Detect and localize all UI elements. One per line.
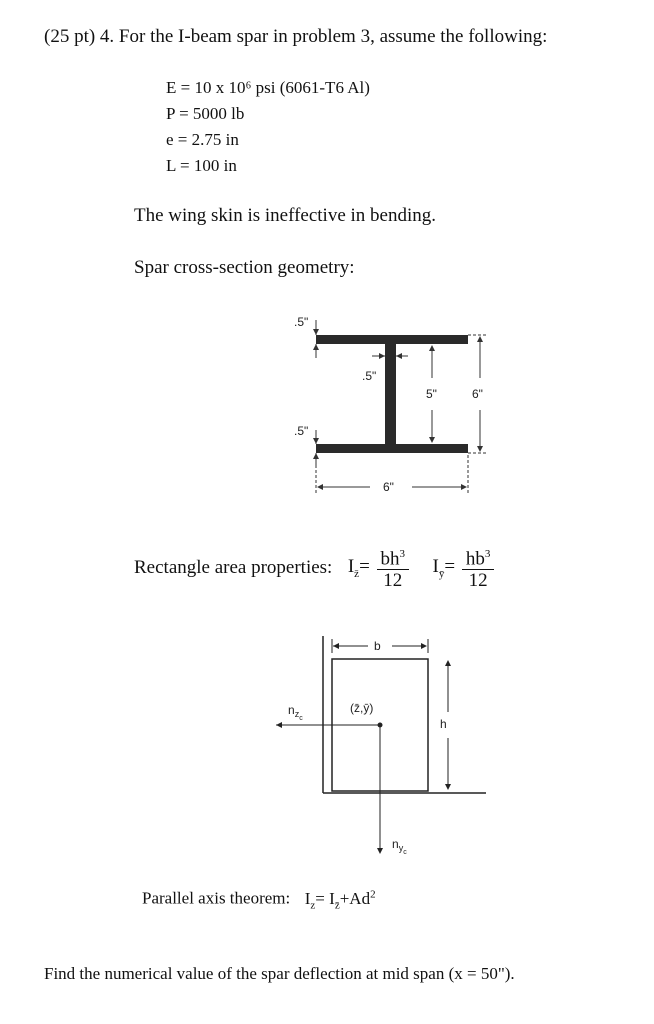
- iz-symbol: $I_{z̄}=$: [347, 556, 370, 581]
- param-length: L = 100 in: [166, 156, 237, 175]
- parallel-axis-theorem: [142, 888, 376, 911]
- label-centroid: (z̄,ȳ): [350, 701, 374, 715]
- label-ny: $n_{yc}$: [392, 837, 407, 856]
- parallel-axis-formula: $I_z= I_{z̄}+Ad^2$: [304, 888, 376, 912]
- param-eccentricity: e = 2.75 in: [166, 130, 239, 149]
- skin-statement: The wing skin is ineffective in bending.: [134, 205, 437, 226]
- centroid-dot: [378, 723, 383, 728]
- dim-top-flange: .5": [294, 315, 309, 329]
- iy-fraction: $\frac{hb^3}{12}$: [462, 544, 495, 592]
- param-load: P = 5000 lb: [166, 104, 245, 123]
- dim-total-height: 6": [472, 387, 483, 401]
- geometry-label: Spar cross-section geometry:: [134, 257, 355, 278]
- param-e-modulus: E = 10 x 10⁶ psi (6061-T6 Al): [166, 78, 370, 97]
- dim-web-height: 5": [426, 387, 437, 401]
- iz-fraction: $\frac{bh^3}{12}$: [377, 544, 410, 592]
- dim-web-thickness: .5": [362, 369, 377, 383]
- dim-flange-width: 6": [383, 480, 394, 494]
- parallel-axis-label: Parallel axis theorem:: [142, 888, 291, 908]
- dim-bottom-flange: .5": [294, 424, 309, 438]
- label-b: b: [374, 639, 381, 653]
- label-nz: $n_{zc}$: [288, 703, 303, 722]
- question-text: Find the numerical value of the spar deflection at mid span (x = 50").: [44, 964, 515, 983]
- problem-header: (25 pt) 4. For the I-beam spar in problem 3, assume the following:: [44, 26, 548, 47]
- rect-props-label: Rectangle area properties:: [134, 557, 333, 579]
- iy-symbol: $I_ȳ=$: [432, 556, 456, 581]
- label-h: h: [440, 717, 447, 731]
